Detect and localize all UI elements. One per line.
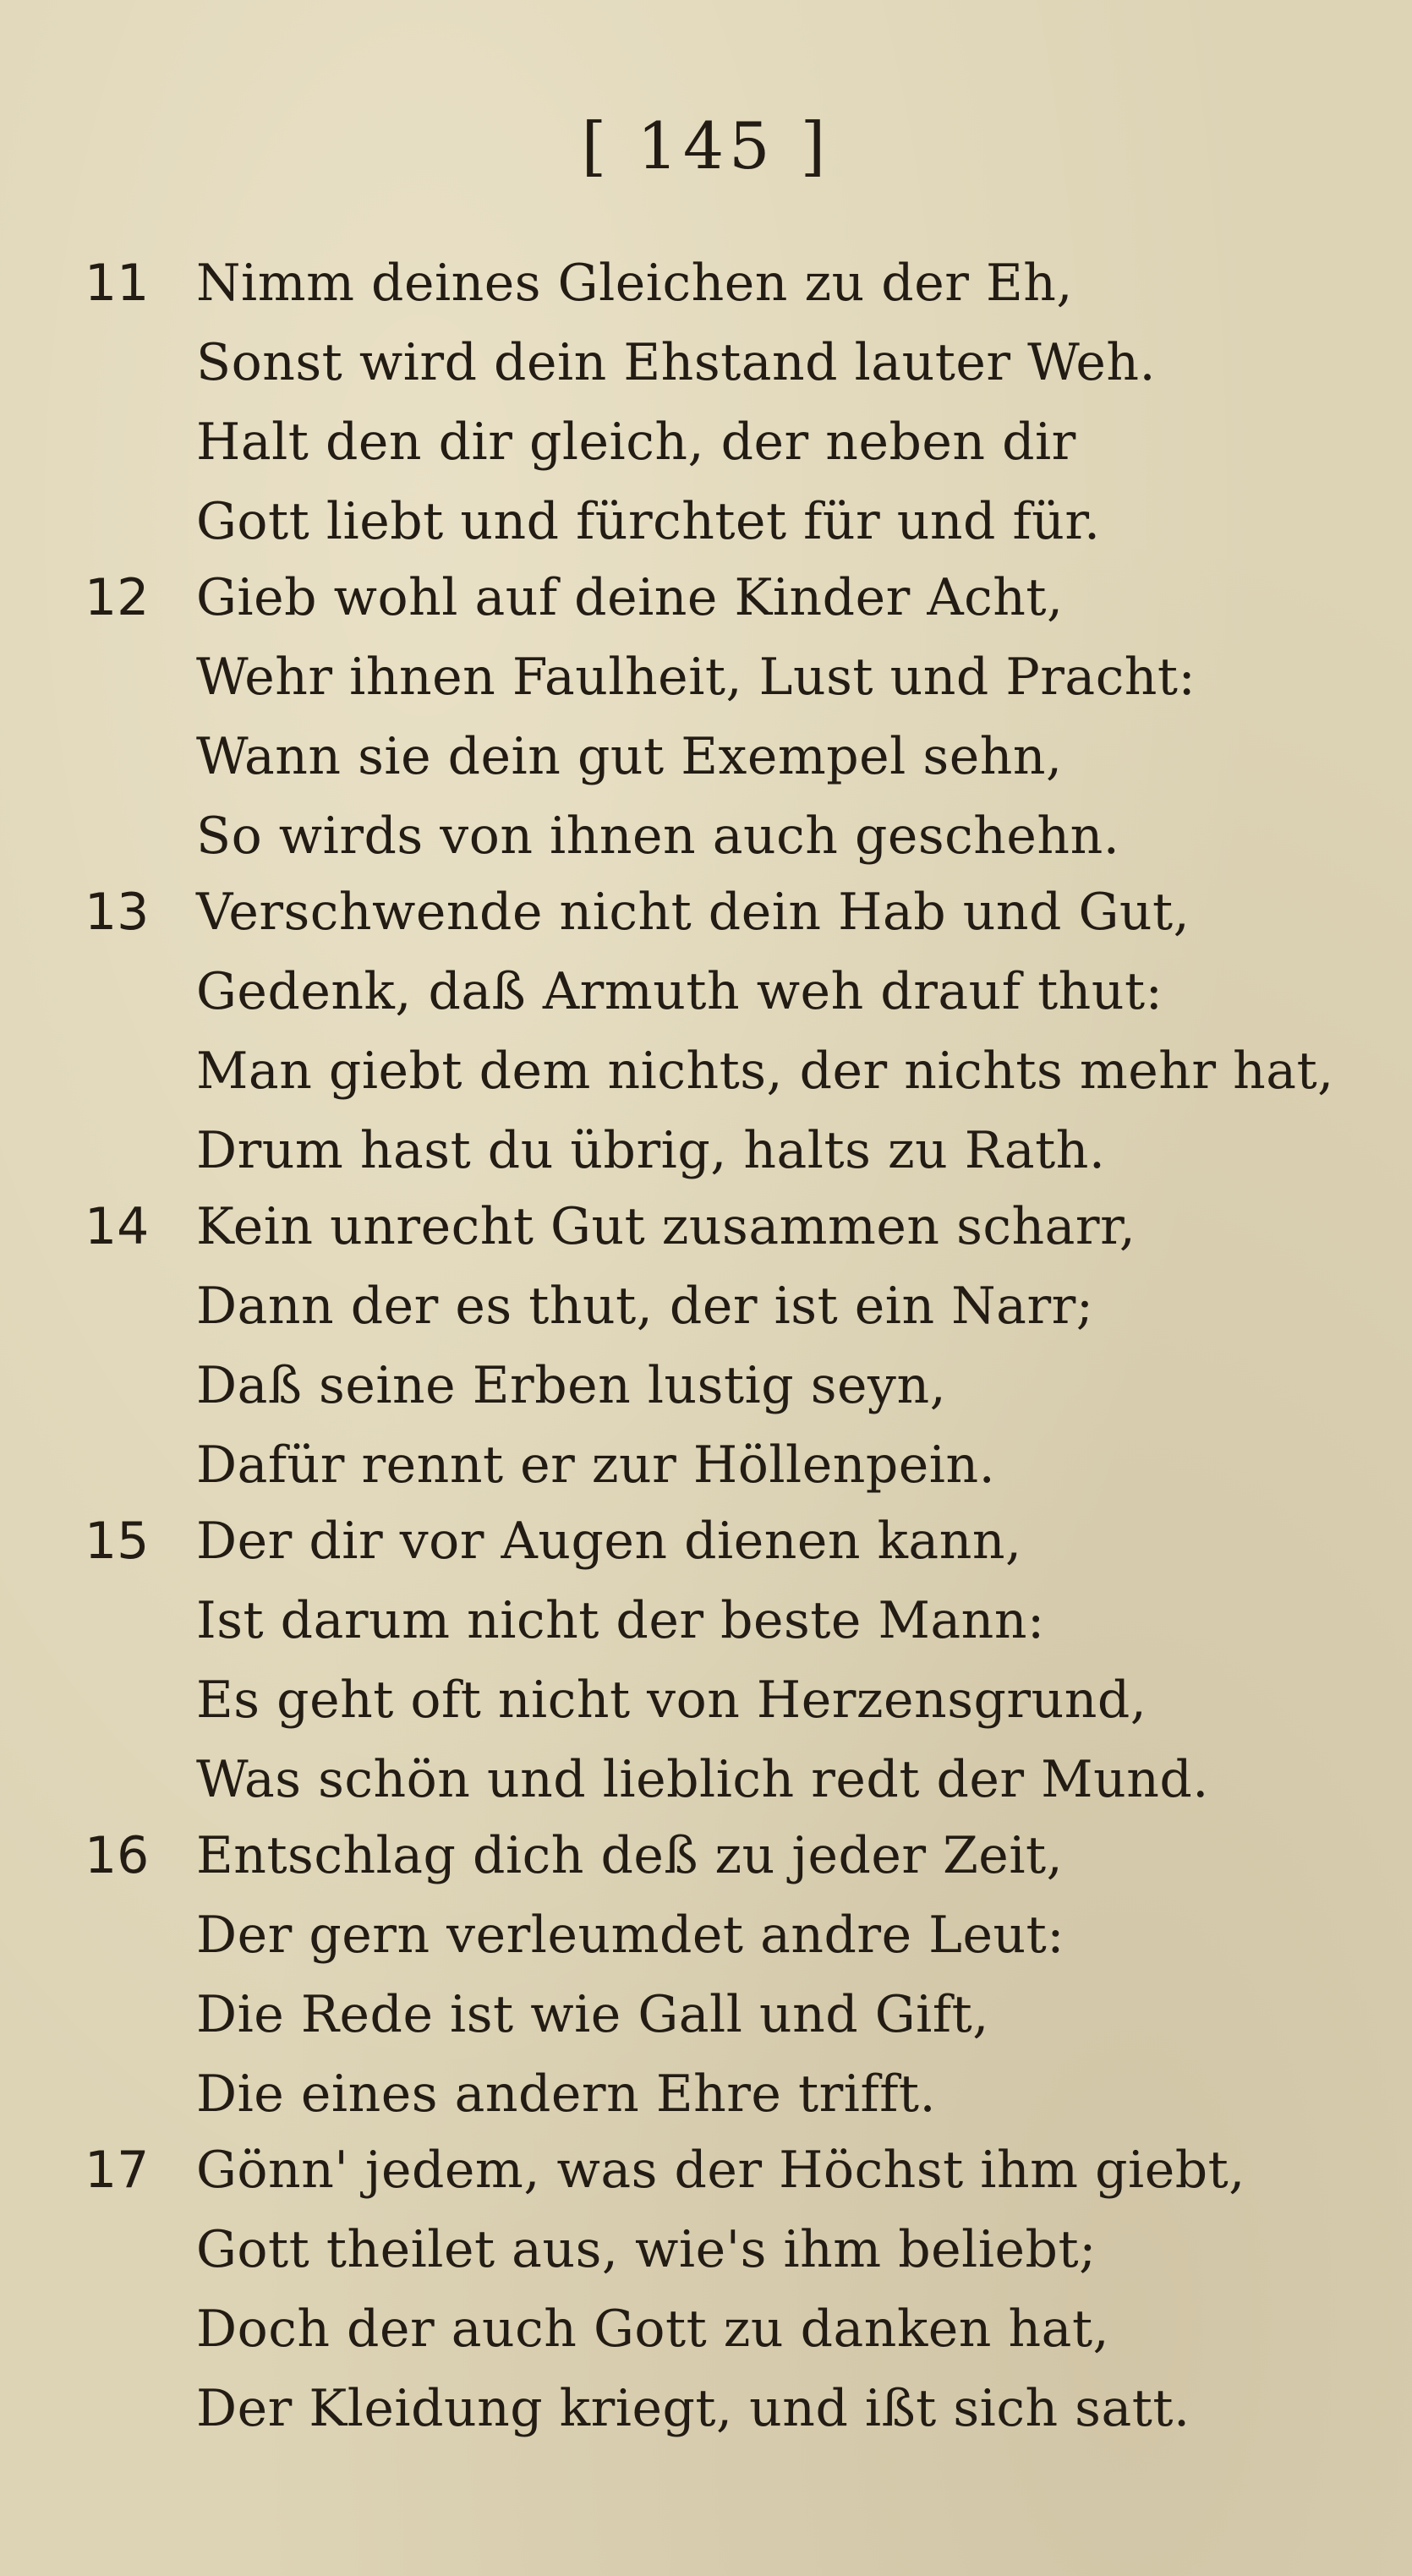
verse-line: Gönn' jedem, was der Höchst ihm giebt, <box>196 2141 1245 2200</box>
verse-line: Die Rede ist wie Gall und Gift, <box>196 1985 989 2044</box>
stanza-number: 11 <box>85 254 150 313</box>
page-number: [ 145 ] <box>581 108 831 183</box>
verse-line: So wirds von ihnen auch geschehn. <box>196 807 1120 866</box>
verse-line: Es geht oft nicht von Herzensgrund, <box>196 1671 1147 1730</box>
stanza-number: 17 <box>85 2141 150 2200</box>
verse-line: Wann sie dein gut Exempel sehn, <box>196 727 1063 786</box>
verse-line: Kein unrecht Gut zusammen scharr, <box>196 1197 1136 1256</box>
stanza-number: 13 <box>85 883 150 942</box>
verse-line: Ist darum nicht der beste Mann: <box>196 1591 1045 1650</box>
verse-line: Gott theilet aus, wie's ihm beliebt; <box>196 2220 1097 2279</box>
verse-line: Wehr ihnen Faulheit, Lust und Pracht: <box>196 648 1196 707</box>
verse-line: Gedenk, daß Armuth weh drauf thut: <box>196 962 1163 1021</box>
stanza-lines <box>196 243 1380 561</box>
verse-line: Sonst wird dein Ehstand lauter Weh. <box>196 333 1157 392</box>
verse-line: Man giebt dem nichts, der nichts mehr hat, <box>196 1042 1334 1101</box>
stanza-number: 16 <box>85 1826 150 1885</box>
verse-line: Dann der es thut, der ist ein Narr; <box>196 1277 1094 1336</box>
verse-line: Dafür rennt er zur Höllenpein. <box>196 1436 996 1495</box>
verse-line: Nimm deines Gleichen zu der Eh, <box>196 254 1073 313</box>
stanza-lines <box>196 872 1380 1190</box>
verse-line: Der gern verleumdet andre Leut: <box>196 1906 1065 1965</box>
stanza-lines <box>196 1187 1380 1505</box>
stanza-number: 15 <box>85 1512 150 1571</box>
verse-line: Der Kleidung kriegt, und ißt sich satt. <box>196 2379 1190 2438</box>
stanza-lines <box>196 558 1380 876</box>
stanza-number: 12 <box>85 568 150 627</box>
verse-line: Halt den dir gleich, der neben dir <box>196 413 1076 472</box>
verse-line: Gieb wohl auf deine Kinder Acht, <box>196 568 1064 627</box>
stanza-lines <box>196 1501 1380 1819</box>
stanza-lines <box>196 1816 1380 2134</box>
stanza-number: 14 <box>85 1197 150 1256</box>
verse-line: Drum hast du übrig, halts zu Rath. <box>196 1121 1106 1180</box>
verse-line: Verschwende nicht dein Hab und Gut, <box>196 883 1190 942</box>
verse-line: Die eines andern Ehre trifft. <box>196 2065 937 2124</box>
verse-line: Gott liebt und fürchtet für und für. <box>196 492 1101 551</box>
verse-line: Der dir vor Augen dienen kann, <box>196 1512 1022 1571</box>
verse-line: Daß seine Erben lustig seyn, <box>196 1356 947 1415</box>
verse-line: Was schön und lieblich redt der Mund. <box>196 1750 1209 1809</box>
verse-line: Entschlag dich deß zu jeder Zeit, <box>196 1826 1064 1885</box>
stanza-lines <box>196 2130 1380 2448</box>
verse-line: Doch der auch Gott zu danken hat, <box>196 2300 1110 2359</box>
